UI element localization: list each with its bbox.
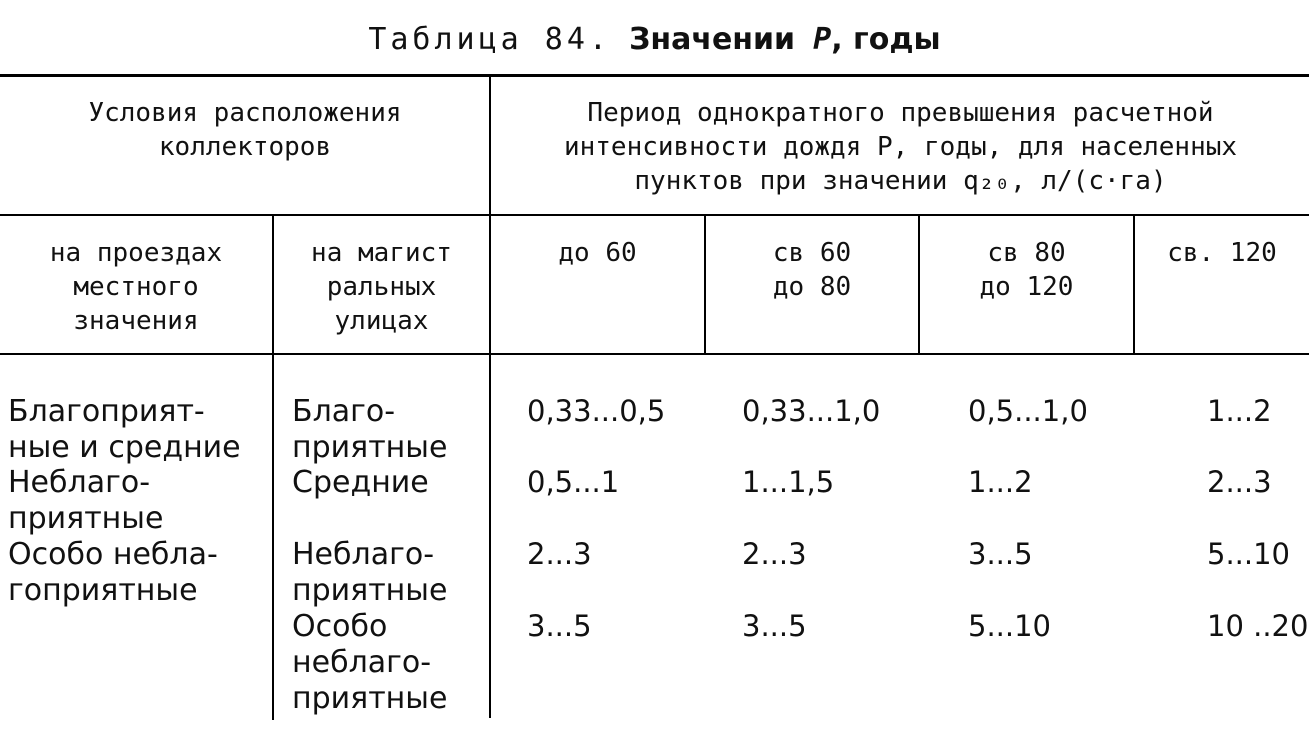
value-cell: 0,33...0,5 (527, 394, 666, 428)
caption-suffix: , годы (831, 22, 941, 57)
value-cell: 3...5 (968, 537, 1033, 571)
caption-lead: Таблица 84. (368, 22, 611, 57)
main-divider (489, 76, 491, 718)
value-cell: 2...3 (527, 537, 592, 571)
main-street-row-1: Благо- приятные (292, 394, 448, 465)
value-cell: 0,5...1 (527, 465, 620, 499)
value-cell: 0,5...1,0 (968, 394, 1088, 428)
table-caption (0, 22, 1309, 57)
condition-unfavorable: Неблаго- приятные (8, 465, 164, 536)
value-cell: 3...5 (527, 609, 592, 643)
caption-symbol: P (813, 22, 832, 57)
header-main-streets: на магист ральных улицах (311, 238, 452, 336)
value-cell: 5...10 (968, 609, 1052, 643)
value-cell: 2...3 (742, 537, 807, 571)
value-cell: 5...10 (1207, 537, 1291, 571)
header-rule-2 (0, 353, 1309, 355)
value-cell: 10 ..20 (1207, 609, 1309, 643)
value-cell: 3...5 (742, 609, 807, 643)
main-street-row-3: Неблаго- приятные (292, 537, 448, 608)
value-cell: 1...2 (1207, 394, 1272, 428)
main-street-row-4: Особо неблаго- приятные (292, 609, 448, 716)
condition-very-unfavorable: Особо небла- гоприятные (8, 537, 218, 608)
header-rule-1 (0, 214, 1309, 216)
caption-title: Значении (629, 22, 796, 57)
header-col-3: св 80 до 120 (979, 238, 1074, 302)
header-col-4: св. 120 (1167, 238, 1277, 268)
value-cell: 1...2 (968, 465, 1033, 499)
main-street-row-2: Средние (292, 465, 429, 500)
value-cell: 1...1,5 (742, 465, 835, 499)
top-rule (0, 74, 1309, 77)
header-local-roads: на проездах местного значения (49, 238, 223, 336)
condition-favorable: Благоприят- ные и средние (8, 394, 241, 465)
col-divider-3 (1133, 214, 1135, 354)
value-cell: 0,33...1,0 (742, 394, 881, 428)
header-conditions: Условия расположения коллекторов (88, 98, 402, 162)
header-period: Период однократного превышения расчетной интенсивности дождя P, годы, для населенных пунктов при значении q₂₀, л/(с·га) (563, 98, 1238, 196)
header-col-1: до 60 (558, 238, 637, 268)
value-cell: 2...3 (1207, 465, 1272, 499)
header-col-2: св 60 до 80 (772, 238, 852, 302)
